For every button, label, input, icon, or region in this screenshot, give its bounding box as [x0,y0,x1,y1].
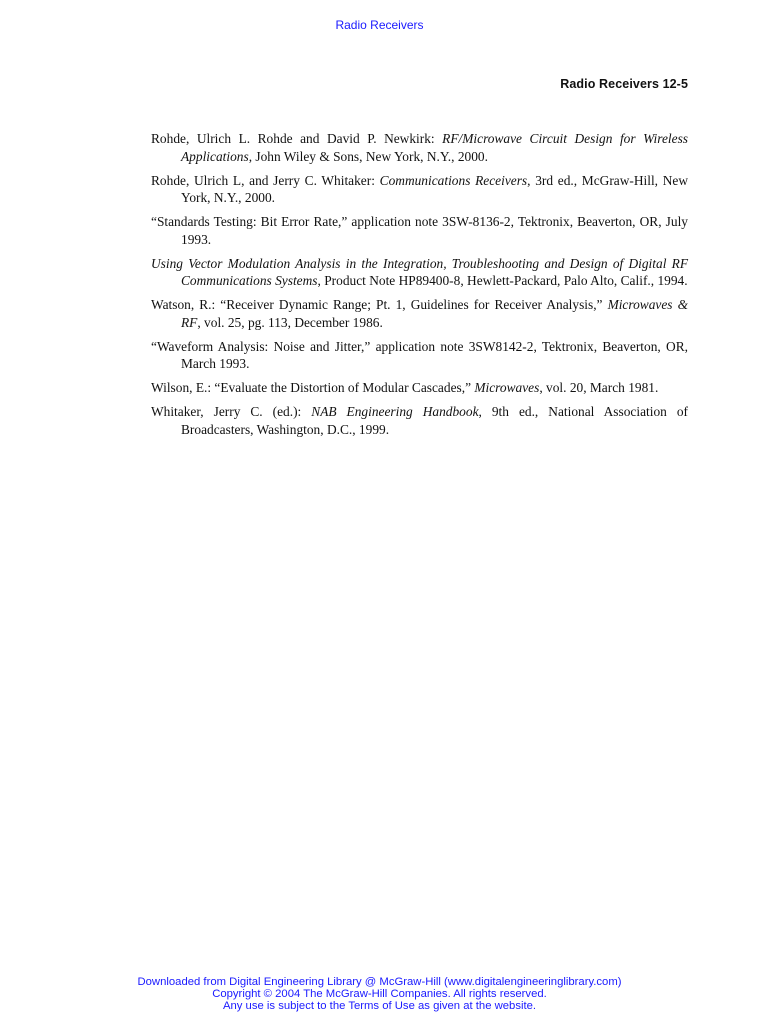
references-list [151,130,688,445]
reference-item: Wilson, E.: “Evaluate the Distortion of Modular Cascades,” Microwaves, vol. 20, March 1981. [151,380,659,395]
footer-terms-link[interactable]: Any use is subject to the Terms of Use as given at the website. [222,1000,537,1012]
footer-copyright: Copyright © 2004 The McGraw-Hill Companies. All rights reserved. [212,988,547,1000]
top-title-link[interactable]: Radio Receivers [335,18,424,32]
reference-item: Rohde, Ulrich L. Rohde and David P. Newkirk: RF/Microwave Circuit Design for Wireless Applications, John Wiley & Sons, New York, N.Y., 2000. [151,131,688,164]
footer-notice [0,976,759,1012]
reference-item: Rohde, Ulrich L, and Jerry C. Whitaker: Communications Receivers, 3rd ed., McGraw-Hill, New York, N.Y., 2000. [151,172,689,205]
reference-item: Using Vector Modulation Analysis in the Integration, Troubleshooting and Design of Digital RF Communications Systems, Product Note HP89400-8, Hewlett-Packard, Palo Alto, Calif., 1994. [151,255,688,288]
footer-download-link[interactable]: Downloaded from Digital Engineering Library @ McGraw-Hill (www.digitalengineeringlibrary.com) [137,976,622,988]
running-head: Radio Receivers 12-5 [560,77,688,91]
reference-item: Watson, R.: “Receiver Dynamic Range; Pt. 1, Guidelines for Receiver Analysis,” Microwaves & RF, vol. 25, pg. 113, December 1986. [151,297,688,330]
reference-item: “Standards Testing: Bit Error Rate,” application note 3SW-8136-2, Tektronix, Beaverton, OR, July 1993. [151,214,688,247]
reference-item: Whitaker, Jerry C. (ed.): NAB Engineering Handbook, 9th ed., National Association of Broadcasters, Washington, D.C., 1999. [151,404,688,437]
reference-item: “Waveform Analysis: Noise and Jitter,” application note 3SW8142-2, Tektronix, Beaverton, OR, March 1993. [151,338,688,371]
